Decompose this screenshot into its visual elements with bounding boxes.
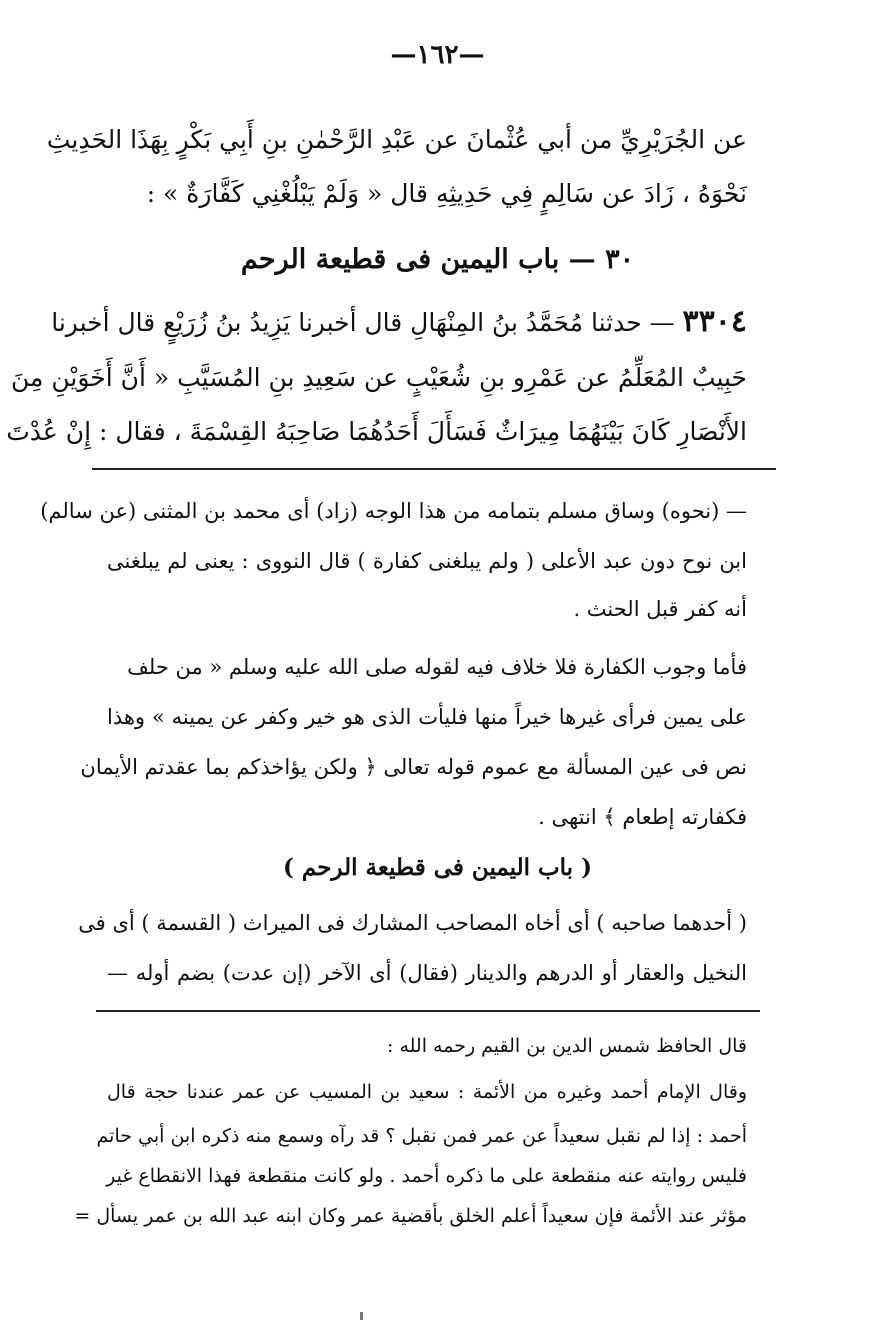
- footnote-line: أحمد : إذا لم نقبل سعيداً عن عمر فمن نقبل ؟ قد رآه وسمع منه ذكره ابن أبي حاتم: [96, 1125, 747, 1147]
- commentary-line: نص فى عين المسألة مع عموم قوله تعالى ﴿ ولكن يؤاخذكم بما عقدتم الأيمان: [80, 755, 747, 779]
- commentary-line: على يمين فرأى غيرها خيراً منها فليأت الذى هو خير وكفر عن يمينه » وهذا: [107, 705, 747, 729]
- print-speck: [360, 1312, 363, 1320]
- main-text-line: نَحْوَهُ ، زَادَ عن سَالِمٍ فِي حَدِيثِهِ قال « وَلَمْ يَبْلُغْنِي كَفَّارَةٌ » :: [146, 179, 747, 208]
- hadith-number: ٣٣٠٤: [682, 304, 747, 339]
- commentary-line: فأما وجوب الكفارة فلا خلاف فيه لقوله صلى الله عليه وسلم « من حلف: [127, 655, 747, 679]
- commentary-line: — (نحوه) وساق مسلم بتمامه من هذا الوجه (زاد) أى محمد بن المثنى (عن سالم): [40, 499, 747, 523]
- hadith-text-line: حَبِيبٌ المُعَلِّمُ عن عَمْرِو بنِ شُعَيْبٍ عن سَعِيدِ بنِ المُسَيَّبِ « أَنَّ أَخَوَيْنِ مِنَ: [10, 363, 747, 392]
- commentary-line: فكفارته إطعام ﴾ انتهى .: [538, 805, 747, 829]
- commentary-line: ( أحدهما صاحبه ) أى أخاه المصاحب المشارك فى الميراث ( القسمة ) أى فى: [78, 911, 747, 935]
- commentary-line: النخيل والعقار أو الدرهم والدينار (فقال) أى الآخر (إن عدت) بضم أوله —: [107, 961, 747, 985]
- footnote-line: فليس روايته عنه منقطعة على ما ذكره أحمد . ولو كانت منقطعة فهذا الانقطاع غير: [106, 1165, 747, 1187]
- hadith-text: — حدثنا مُحَمَّدُ بنُ المِنْهَالِ قال أخبرنا يَزِيدُ بنُ زُرَيْعٍ قال أخبرنا: [51, 308, 675, 337]
- commentary-line: أنه كفر قبل الحنث .: [573, 597, 747, 621]
- page-number: —١٦٢—: [390, 40, 485, 70]
- hadith-first-line: [51, 300, 747, 344]
- footnote-divider: [96, 1010, 760, 1012]
- footnote-line: وقال الإمام أحمد وغيره من الأئمة : سعيد بن المسيب عن عمر عندنا حجة قال: [107, 1081, 747, 1103]
- main-text-divider: [92, 468, 776, 470]
- commentary-sub-heading: ( باب اليمين فى قطيعة الرحم ): [283, 854, 592, 881]
- chapter-heading: ٣٠ — باب اليمين فى قطيعة الرحم: [240, 244, 635, 275]
- commentary-line: ابن نوح دون عبد الأعلى ( ولم يبلغنى كفارة ) قال النووى : يعنى لم يبلغنى: [107, 549, 747, 573]
- main-text-line: عن الجُرَيْرِيِّ من أبي عُثْمانَ عن عَبْدِ الرَّحْمٰنِ بنِ أَبِي بَكْرٍ بِهَذَا الحَدِيثِ: [46, 125, 747, 154]
- footnote-line: مؤثر عند الأئمة فإن سعيداً أعلم الخلق بأقضية عمر وكان ابنه عبد الله بن عمر يسأل =: [74, 1205, 747, 1227]
- footnote-line: قال الحافظ شمس الدين بن القيم رحمه الله :: [387, 1035, 747, 1057]
- hadith-text-line: الأَنْصَارِ كَانَ بَيْنَهُمَا مِيرَاثٌ فَسَأَلَ أَحَدُهُمَا صَاحِبَهُ القِسْمَةَ ، فقال : إِنْ عُدْتَ: [6, 417, 747, 446]
